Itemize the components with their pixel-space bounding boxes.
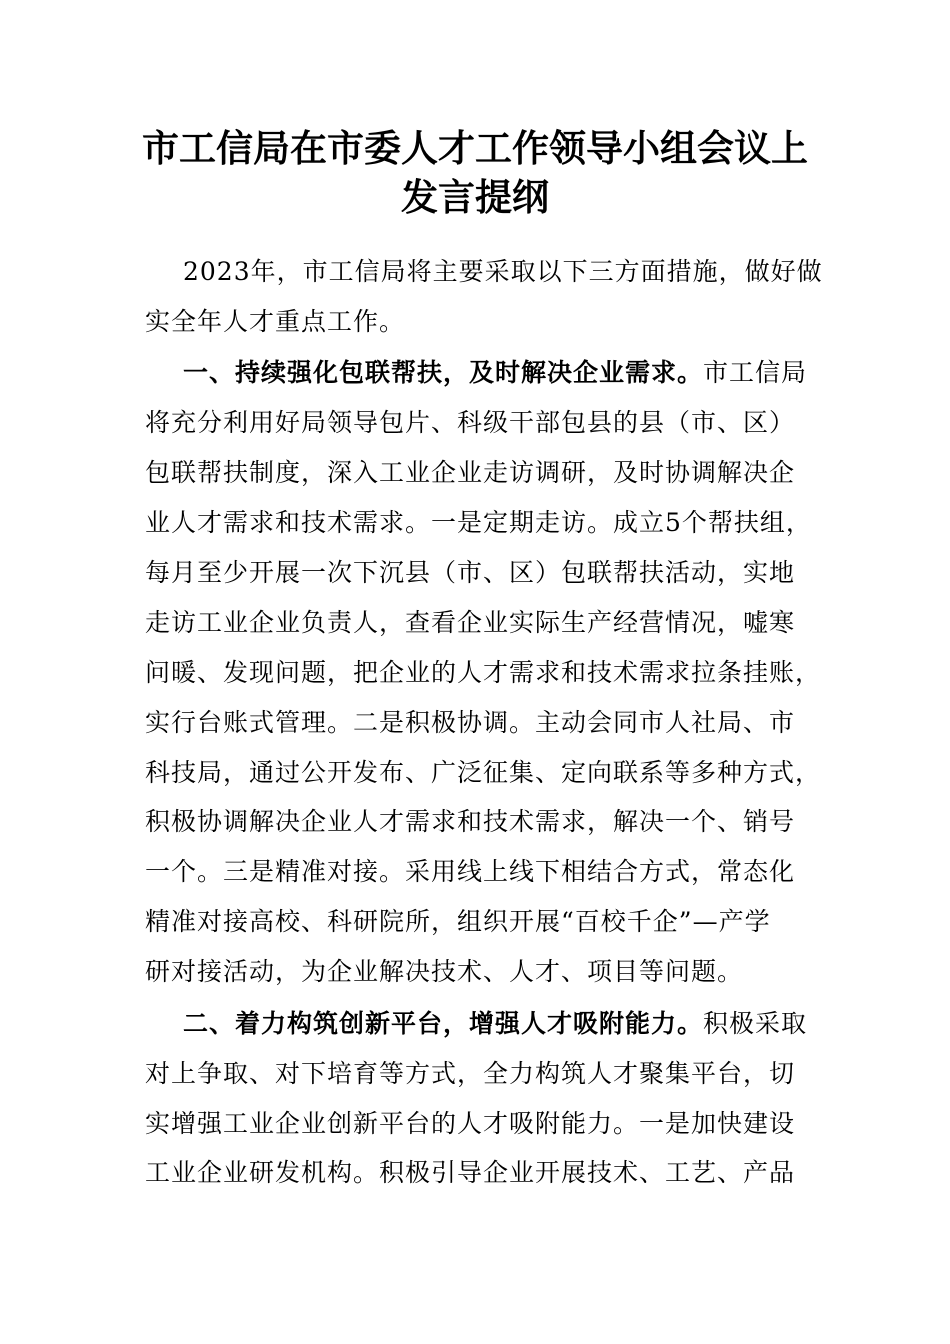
section1-line: 精准对接高校、科研院所，组织开展“百校千企”—产学 [145, 907, 771, 936]
section1-line: 包联帮扶制度，深入工业企业走访调研，及时协调解决企 [145, 458, 796, 487]
section1-heading: 一、持续强化包联帮扶，及时解决企业需求。 [183, 358, 704, 387]
section2-line: 对上争取、对下培育等方式，全力构筑人才聚集平台，切 [145, 1059, 796, 1088]
section1-line: 每月至少开展一次下沉县（市、区）包联帮扶活动，实地 [145, 558, 796, 587]
intro-line-1: 2023年，市工信局将主要采取以下三方面措施，做好做 [183, 257, 823, 286]
section2-first-line [183, 1008, 848, 1040]
section1-line: 实行台账式管理。二是积极协调。主动会同市人社局、市 [145, 708, 796, 737]
section2-line: 实增强工业企业创新平台的人才吸附能力。一是加快建设 [145, 1109, 796, 1138]
section2-heading: 二、着力构筑创新平台，增强人才吸附能力。 [183, 1009, 704, 1038]
section1-first-line [183, 357, 848, 389]
section1-line: 一个。三是精准对接。采用线上线下相结合方式，常态化 [145, 857, 796, 886]
section1-line: 科技局，通过公开发布、广泛征集、定向联系等多种方式， [145, 758, 822, 787]
document-title-line-1: 市工信局在市委人才工作领导小组会议上 [142, 126, 808, 170]
section1-line: 走访工业企业负责人，查看企业实际生产经营情况，嘘寒 [145, 608, 796, 637]
section1-line: 业人才需求和技术需求。一是定期走访。成立5个帮扶组， [145, 508, 812, 537]
section2-line: 工业企业研发机构。积极引导企业开展技术、工艺、产品 [145, 1158, 796, 1187]
intro-line-2: 实全年人才重点工作。 [145, 307, 406, 336]
document-title-line-2: 发言提纲 [401, 175, 549, 219]
section1-line: 问暖、发现问题，把企业的人才需求和技术需求拉条挂账， [145, 658, 822, 687]
section1-first-line-text: 市工信局 [703, 358, 808, 387]
section1-line: 将充分利用好局领导包片、科级干部包县的县（市、区） [145, 408, 796, 437]
section1-line: 研对接活动，为企业解决技术、人才、项目等问题。 [145, 957, 744, 986]
section1-line: 积极协调解决企业人才需求和技术需求，解决一个、销号 [145, 807, 796, 836]
section2-first-line-text: 积极采取 [703, 1009, 808, 1038]
